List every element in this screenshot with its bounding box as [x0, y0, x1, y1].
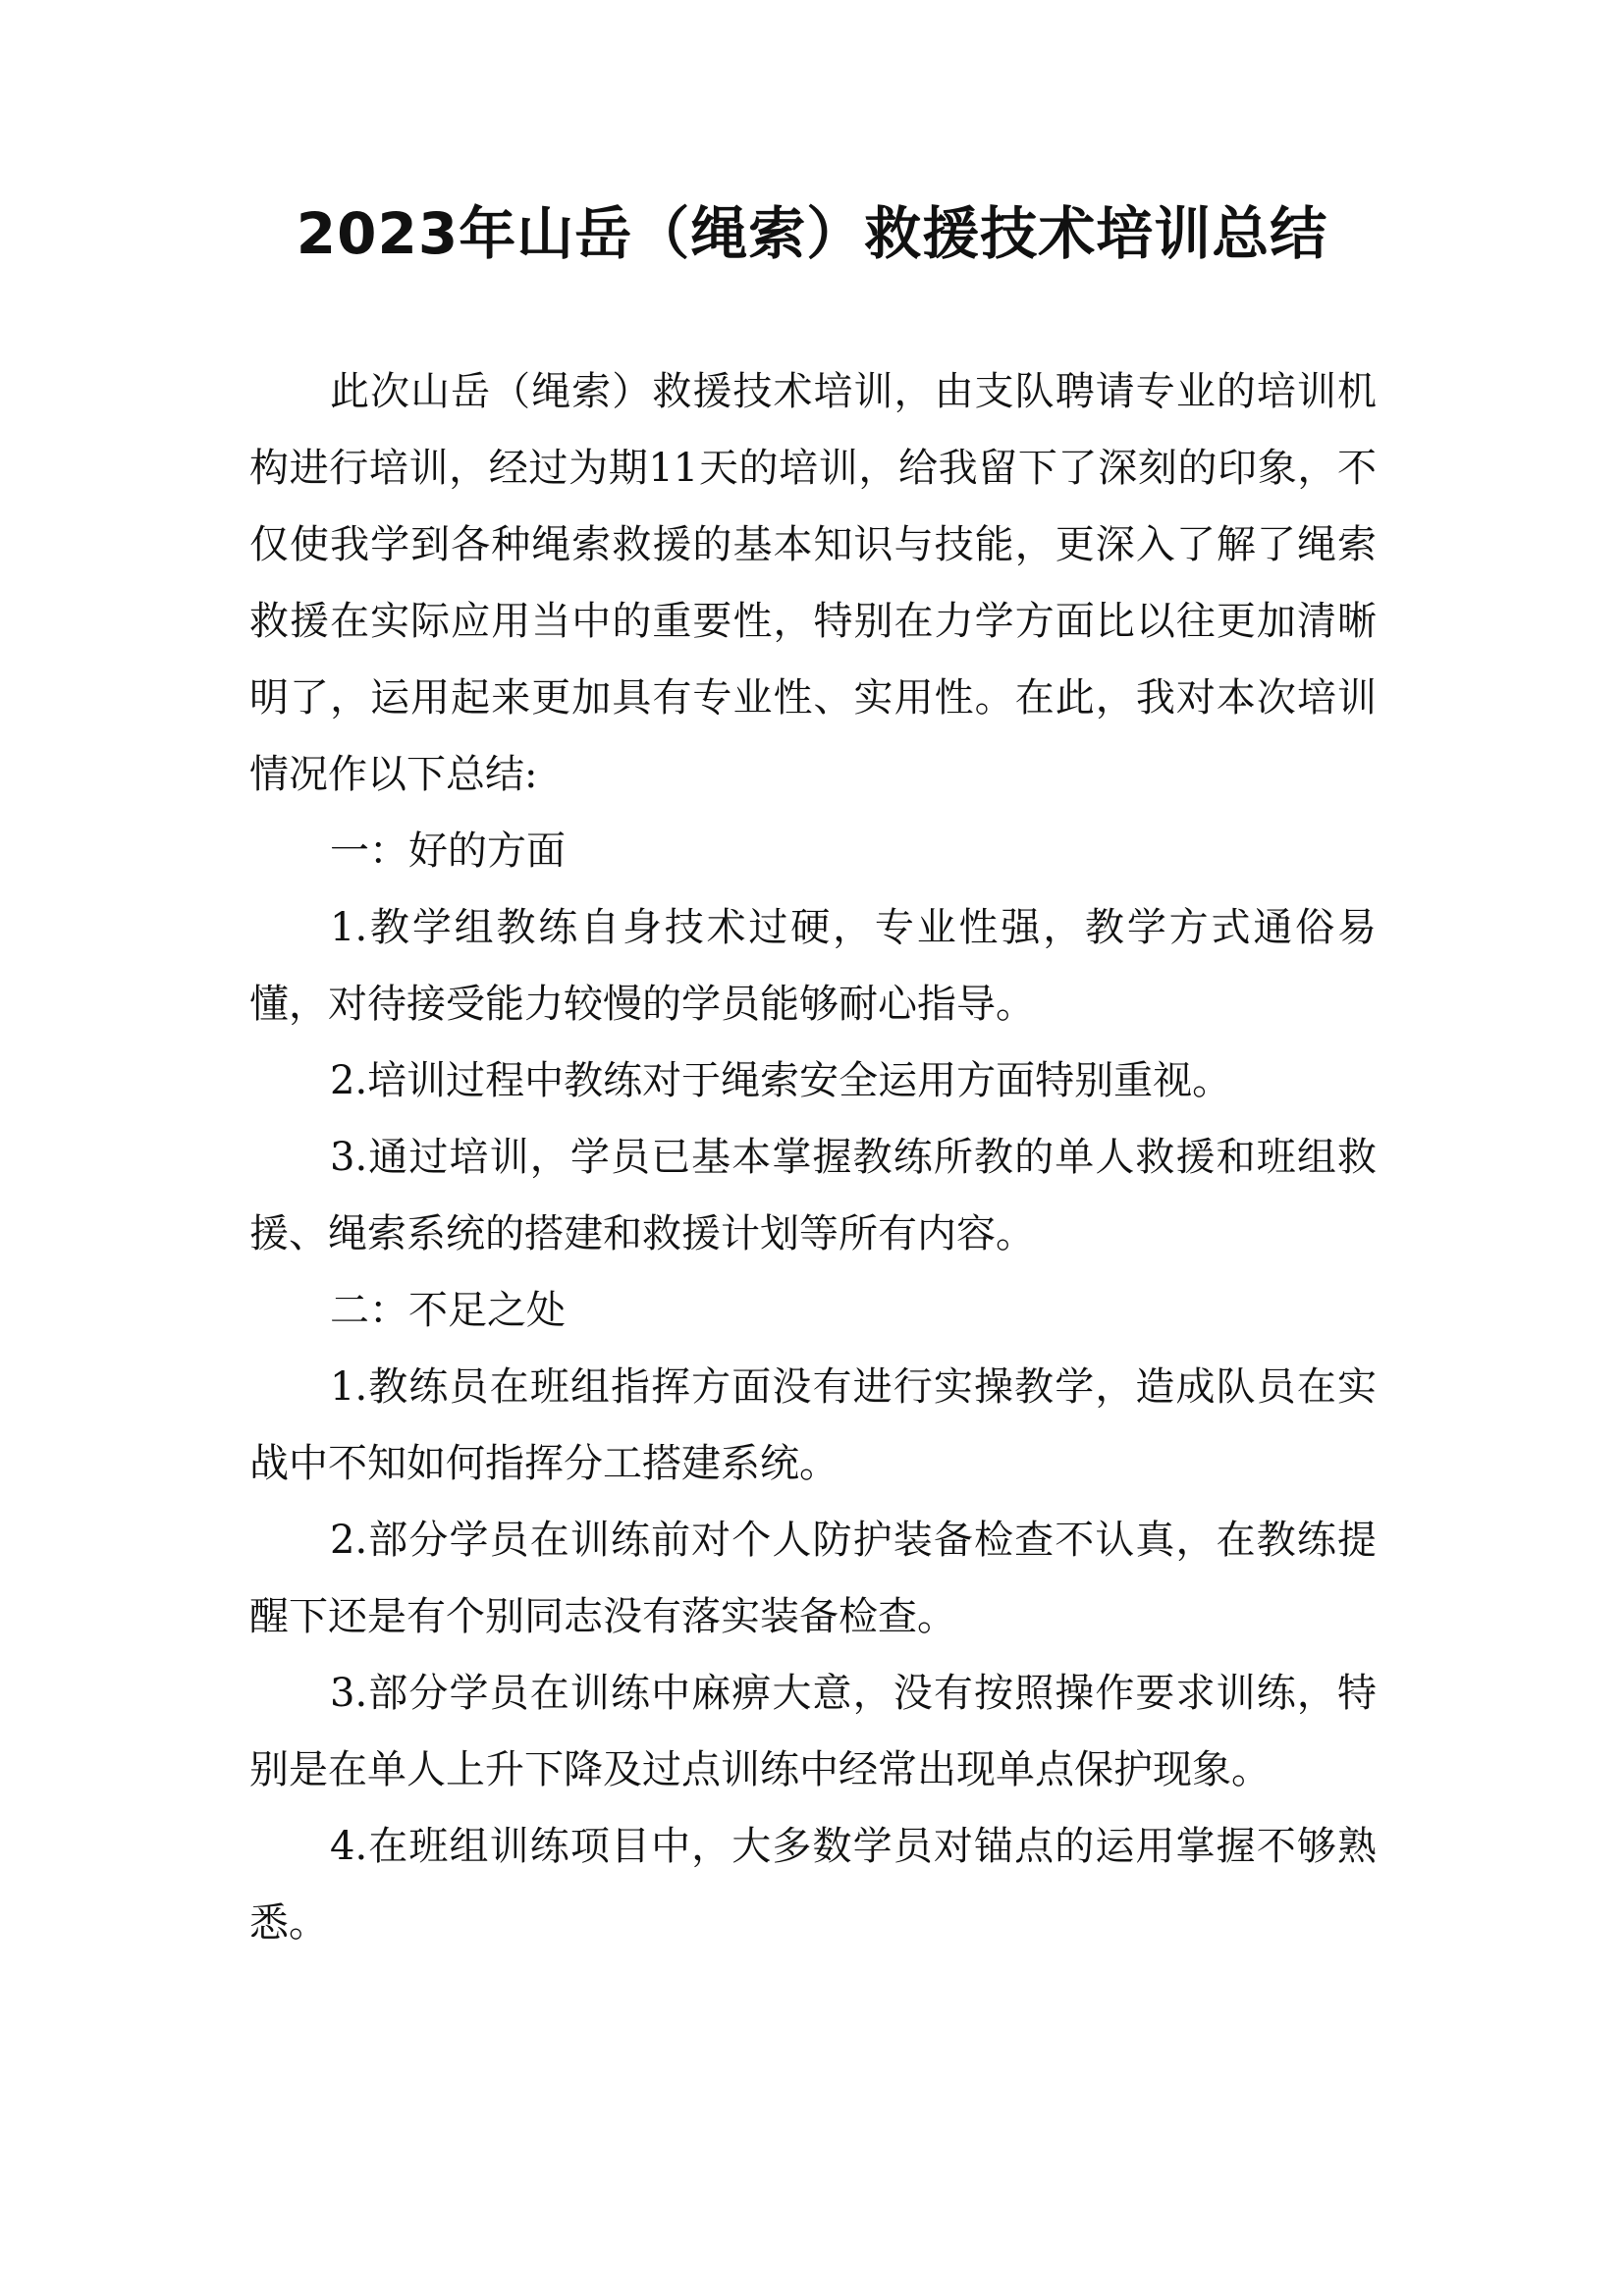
section-heading-shortcomings: 二：不足之处 [330, 1288, 566, 1333]
shortcoming-item-4: 4.在班组训练项目中，大多数学员对锚点的运用掌握不够熟悉。 [249, 1824, 1377, 1946]
strength-item-2: 2.培训过程中教练对于绳索安全运用方面特别重视。 [330, 1058, 1232, 1103]
shortcoming-item-2: 2.部分学员在训练前对个人防护装备检查不认真，在教练提醒下还是有个别同志没有落实装备检查。 [249, 1518, 1377, 1639]
shortcoming-item-3: 3.部分学员在训练中麻痹大意，没有按照操作要求训练，特别是在单人上升下降及过点训练中经常出现单点保护现象。 [249, 1671, 1377, 1792]
strength-item-3: 3.通过培训，学员已基本掌握教练所教的单人救援和班组救援、绳索系统的搭建和救援计划等所有内容。 [249, 1135, 1377, 1256]
document-body [249, 353, 1377, 1961]
intro-paragraph: 此次山岳（绳索）救援技术培训，由支队聘请专业的培训机构进行培训，经过为期11天的培训，给我留下了深刻的印象，不仅使我学到各种绳索救援的基本知识与技能，更深入了解了绳索救援在实际应用当中的重要性，特别在力学方面比以往更加清晰明了，运用起来更加具有专业性、实用性。在此，我对本次培训情况作以下总结: [249, 369, 1377, 797]
section-heading-strengths: 一：好的方面 [330, 828, 566, 874]
shortcoming-item-1: 1.教练员在班组指挥方面没有进行实操教学，造成队员在实战中不知如何指挥分工搭建系统。 [249, 1364, 1377, 1486]
document-title: 2023年山岳（绳索）救援技术培训总结 [296, 200, 1328, 267]
strength-item-1: 1.教学组教练自身技术过硬，专业性强，教学方式通俗易懂，对待接受能力较慢的学员能够耐心指导。 [249, 905, 1377, 1027]
